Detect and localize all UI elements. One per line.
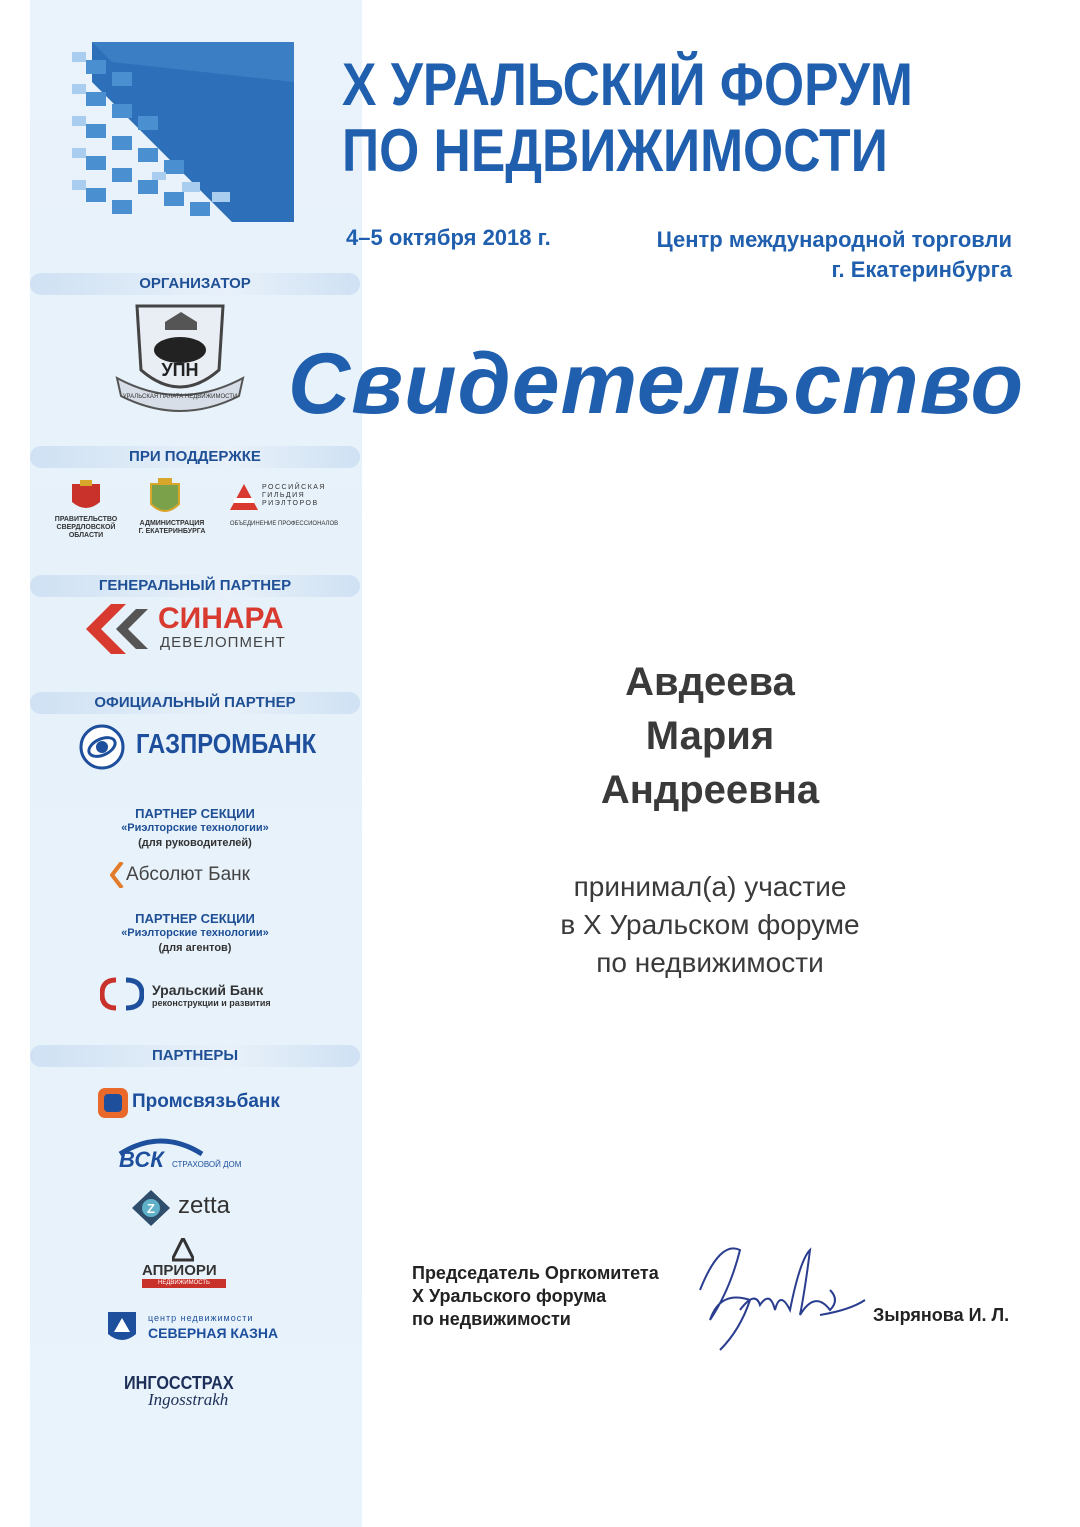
rgr-logo-icon [230, 484, 258, 514]
apriori-sub: НЕДВИЖИМОСТЬ [142, 1279, 226, 1288]
section-partner-1: ПАРТНЕР СЕКЦИИ «Риэлторские технологии» (для руководителей) [121, 806, 269, 849]
vsk-name: ВСК [119, 1147, 164, 1172]
rgr-caption: ОБЪЕДИНЕНИЕ ПРОФЕССИОНАЛОВ [229, 521, 339, 527]
severnaya-kazna-logo-icon [106, 1310, 138, 1346]
organizer-logo [115, 300, 245, 418]
ingos-name: ИНГОССТРАХ [124, 1373, 234, 1393]
ingos-sub: Ingosstrakh [148, 1390, 229, 1409]
organizer-ribbon-text: УРАЛЬСКАЯ ПАЛАТА НЕДВИЖИМОСТИ [122, 394, 238, 400]
apriori-name: АПРИОРИ [142, 1262, 217, 1279]
vsk-sub: СТРАХОВОЙ ДОМ [172, 1160, 242, 1169]
rgr-logo-text: РОССИЙСКАЯ ГИЛЬДИЯ РИЭЛТОРОВ [262, 484, 326, 507]
support-label: ПРИ ПОДДЕРЖКЕ [30, 446, 360, 468]
venue-line-1: Центр международной торговли [656, 227, 1012, 252]
zetta-logo-icon [132, 1190, 170, 1226]
ekaterinburg-coat-of-arms-icon [148, 478, 182, 518]
recipient-name [400, 655, 1020, 817]
support-caption-1: ПРАВИТЕЛЬСТВО СВЕРДЛОВСКОЙ ОБЛАСТИ [54, 516, 118, 539]
partners-label: ПАРТНЕРЫ [30, 1045, 360, 1067]
psb-logo-icon [98, 1088, 128, 1118]
signatory-role: Председатель Оргкомитета X Уральского форума по недвижимости [412, 1263, 659, 1329]
official-partner-label: ОФИЦИАЛЬНЫЙ ПАРТНЕР [30, 692, 360, 714]
gazprombank-logo-icon [78, 724, 126, 770]
sinara-sub: ДЕВЕЛОПМЕНТ [160, 634, 286, 651]
forum-title [342, 52, 927, 184]
organizer-logo-text: УПН [161, 360, 199, 380]
kazna-name: СЕВЕРНАЯ КАЗНА [148, 1325, 279, 1341]
recipient-first-name: Мария [645, 714, 775, 758]
sverdlovsk-coat-of-arms-icon [64, 480, 108, 516]
ubrr-name: Уральский Банк [152, 982, 264, 998]
recipient-surname: Авдеева [625, 660, 795, 704]
gazprombank-name: ГАЗПРОМБАНК [136, 728, 317, 759]
svg-text:Z: Z [147, 1201, 155, 1216]
absolut-bank-icon [110, 862, 124, 888]
psb-name: Промсвязьбанк [132, 1091, 280, 1112]
ubrr-logo-icon [100, 976, 144, 1012]
support-caption-2: АДМИНИСТРАЦИЯ Г. ЕКАТЕРИНБУРГА [138, 520, 206, 535]
title-line-2: ПО НЕДВИЖИМОСТИ [342, 117, 888, 184]
organizer-label: ОРГАНИЗАТОР [30, 273, 360, 295]
section-partner-2: ПАРТНЕР СЕКЦИИ «Риэлторские технологии» (для агентов) [121, 911, 269, 954]
recipient-patronymic: Андреевна [600, 768, 820, 812]
apriori-logo-icon [172, 1238, 194, 1262]
sinara-name: СИНАРА [158, 602, 284, 635]
ubrr-sub: реконструкции и развития [152, 998, 271, 1008]
certificate-title: Свидетельство [288, 336, 1024, 432]
kazna-top: центр недвижимости [148, 1313, 254, 1323]
signatory-name: Зырянова И. Л. [873, 1305, 1010, 1325]
forum-logo-icon [72, 42, 294, 222]
handwritten-signature [680, 1230, 870, 1360]
sinara-logo-icon [86, 604, 154, 654]
absolut-bank-name: Абсолют Банк [126, 864, 250, 885]
title-line-1: X УРАЛЬСКИЙ ФОРУМ [342, 51, 913, 118]
zetta-name: zetta [178, 1192, 231, 1219]
venue-line-2: г. Екатеринбурга [831, 257, 1012, 282]
event-dates: 4–5 октября 2018 г. [346, 225, 551, 250]
general-partner-label: ГЕНЕРАЛЬНЫЙ ПАРТНЕР [30, 575, 360, 597]
event-venue [657, 225, 1012, 285]
participation-text: принимал(а) участие в X Уральском форуме по недвижимости [560, 871, 860, 978]
